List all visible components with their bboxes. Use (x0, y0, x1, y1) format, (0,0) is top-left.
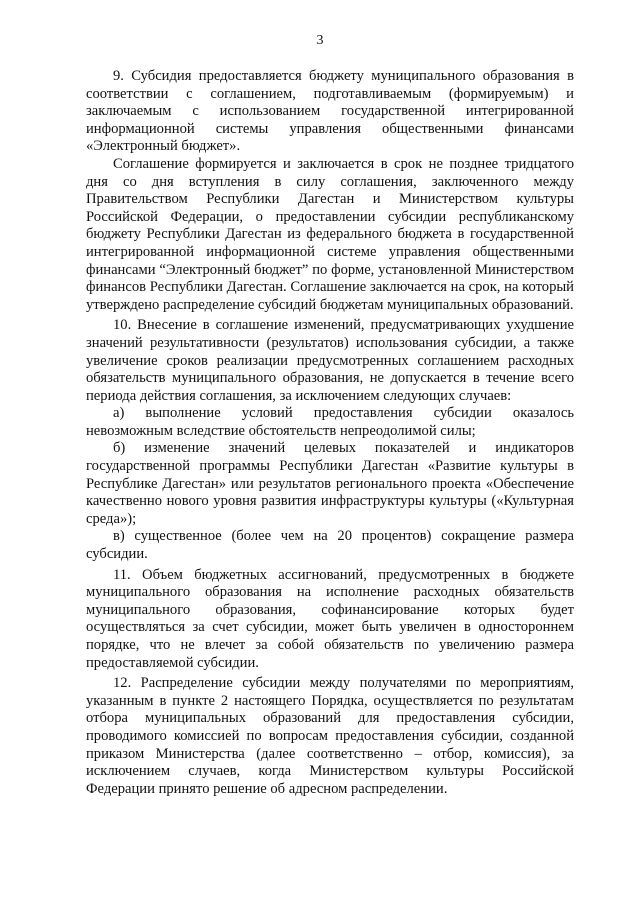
paragraph-12: 12. Распределение субсидии между получателями по мероприятиям, указанным в пункте 2 настоящего Порядка, осуществляется по результатам отбора муниципальных образований для предоставления субсидии, проводимого комиссией по вопросам предоставления субсидии, созданной приказом Министерства (далее соответственно – отбор, комиссия), за исключением случаев, когда Министерством культуры Российской Федерации принято решение об адресном распределении. (86, 675, 574, 797)
paragraph-10: 10. Внесение в соглашение изменений, предусматривающих ухудшение значений результативности (результатов) использования субсидии, а также увеличение сроков реализации предусмотренных соглашением расходных обязательств муниципального образования, не допускается в течение всего периода действия соглашения, за исключением следующих случаев: (86, 317, 574, 404)
list-item-v: в) существенное (более чем на 20 процентов) сокращение размера субсидии. (86, 528, 574, 563)
paragraph-9: 9. Субсидия предоставляется бюджету муниципального образования в соответствии с соглашением, подготавливаемым (формируемым) и заключаемым с использованием государственной интегрированной информационной системы управления общественными финансами «Электронный бюджет». (86, 68, 574, 155)
list-item-a: а) выполнение условий предоставления субсидии оказалось невозможным вследствие обстоятельств непреодолимой силы; (86, 405, 574, 439)
paragraph-agreement-terms: Соглашение формируется и заключается в срок не позднее тридцатого дня со дня вступления в силу соглашения, заключенного между Правительством Республики Дагестан и Министерством культуры Российской Федерации, о предоставлении субсидии республиканскому бюджету Республики Дагестан из федерального бюджета в государственной интегрированной информационной системе управления общественными финансами “Электронный бюджет” по форме, установленной Министерством финансов Республики Дагестан. Соглашение заключается на срок, на который утверждено распределение субсидий бюджетам муниципальных образований. (86, 155, 574, 313)
document-body (86, 68, 574, 798)
paragraph-11: 11. Объем бюджетных ассигнований, предусмотренных в бюджете муниципального образования на исполнение расходных обязательств муниципального образования, софинансирование которых будет осуществляться за счет субсидии, может быть увеличен в одностороннем порядке, что не влечет за собой обязательств по увеличению размера предоставляемой субсидии. (86, 566, 574, 671)
list-item-b: б) изменение значений целевых показателей и индикаторов государственной программы Республики Дагестан «Развитие культуры в Республике Дагестан» или результатов регионального проекта «Обеспечение качественно нового уровня развития инфраструктуры культуры («Культурная среда»); (86, 440, 574, 527)
page-number: 3 (316, 33, 324, 48)
